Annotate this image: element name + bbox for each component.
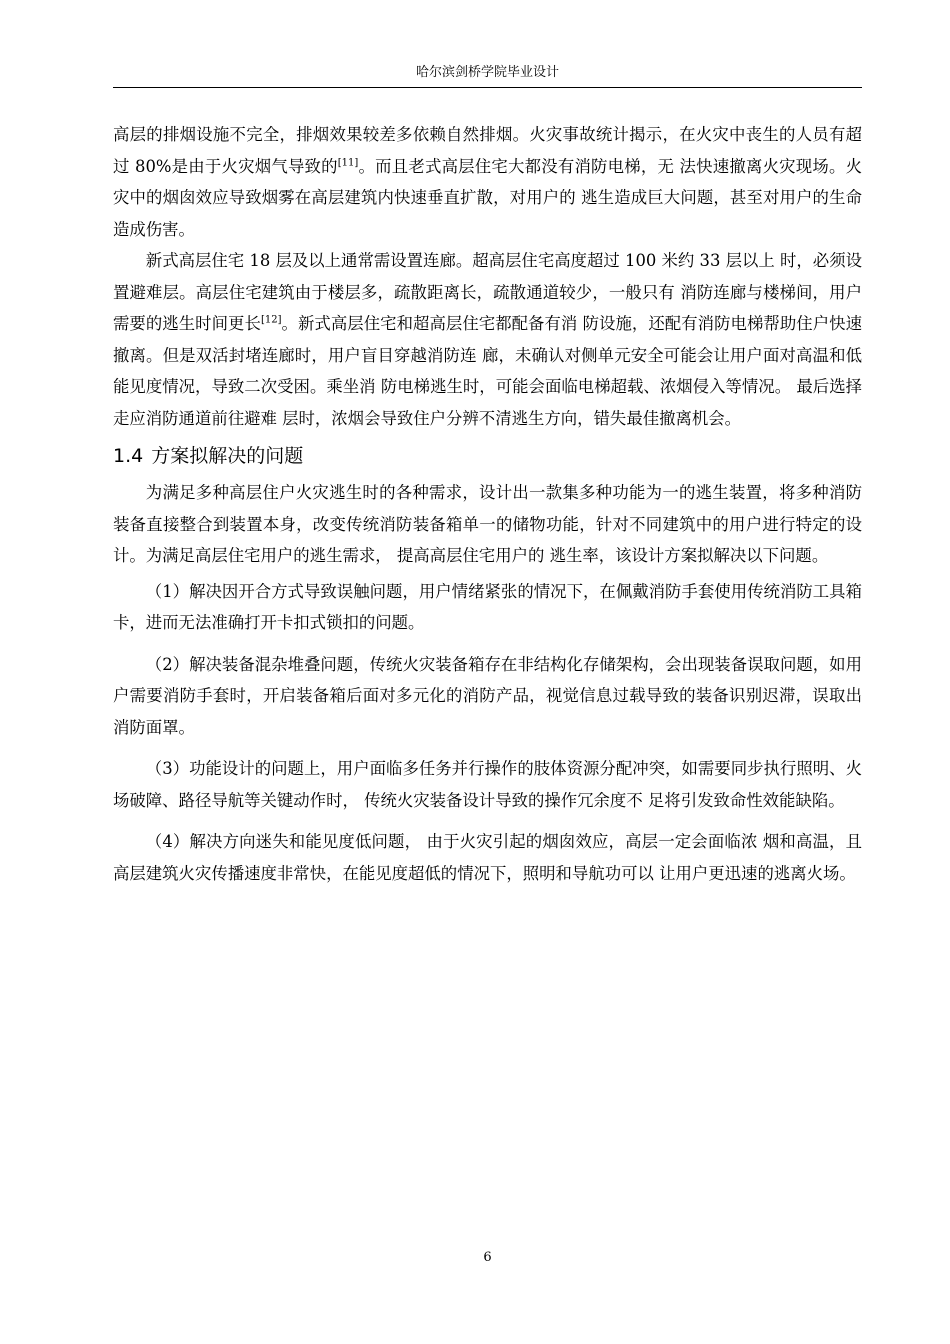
citation-ref: [12] bbox=[260, 314, 282, 326]
section-heading bbox=[113, 437, 862, 475]
paragraph-intro: 为满足多种高层住户火灾逃生时的各种需求，设计出一款集多种功能为一的逃生装置，将多种消防装备直接整合到装置本身，改变传统消防装备箱单一的储物功能，针对不同建筑中的用户进行特定的设计。为满足高层住宅用户的逃生需求， 提高高层住宅用户的 逃生率，该设计方案拟解决以下问题。 bbox=[113, 483, 862, 565]
paragraph-smoke-exhaust bbox=[113, 119, 862, 245]
paragraph-text: 新式高层住宅 18 层及以上通常需设置连廊。超高层住宅高度超过 100 米约 33 层以上 时，必须设置避难层。高层住宅建筑由于楼层多，疏散距离长，疏散通道较少，一般只有 消防连廊与楼梯间，用户需要的逃生时间更长 bbox=[113, 251, 862, 333]
paragraph-text: 。而且老式高层住宅大都没有消防电梯，无 法快速撤离火灾现场。火灾中的烟囱效应导致烟雾在高层建筑内快速垂直扩散，对用户的 逃生造成巨大问题，甚至对用户的生命造成伤害。 bbox=[113, 156, 862, 239]
list-item-2: （2）解决装备混杂堆叠问题，传统火灾装备箱存在非结构化存储架构，会出现装备误取问题，如用户需要消防手套时，开启装备箱后面对多元化的消防产品，视觉信息过载导致的装备识别迟滞，误取出消防面罩。 bbox=[113, 654, 862, 737]
page-number: 6 bbox=[483, 1250, 492, 1265]
list-item-4: （4）解决方向迷失和能见度低问题， 由于火灾引起的烟囱效应，高层一定会面临浓 烟和高温，且高层建筑火灾传播速度非常快，在能见度超低的情况下，照明和导航功可以 让用户更迅速的逃离火场。 bbox=[113, 832, 862, 883]
paragraph-text: 高层的排烟设施不完全，排烟效果较差多依赖自然排烟。火灾事故统计揭示，在火灾中丧生的人员有超过 80%是由于火灾烟气导致的 bbox=[113, 125, 862, 176]
paragraph-new-highrise bbox=[113, 245, 862, 434]
section-title: 方案拟解决的问题 bbox=[151, 445, 304, 467]
list-item-1: （1）解决因开合方式导致误触问题，用户情绪紧张的情况下，在佩戴消防手套使用传统消防工具箱卡，进而无法准确打开卡扣式锁扣的问题。 bbox=[113, 581, 862, 632]
section-number: 1.4 bbox=[113, 445, 144, 467]
citation-ref: [11] bbox=[337, 157, 359, 169]
paragraph-text: 。新式高层住宅和超高层住宅都配备有消 防设施，还配有消防电梯帮助住户快速撤离。但是双活封堵连廊时，用户盲目穿越消防连 廊，未确认对侧单元安全可能会让用户面对高温和低能见度情况，导致二次受困。乘坐消 防电梯逃生时，可能会面临电梯超载、浓烟侵入等情况。 最后选择走应消防通道前往避难 层时，浓烟会导致住户分辨不清逃生方向，错失最佳撤离机会。 bbox=[113, 314, 862, 428]
header-divider bbox=[113, 87, 862, 88]
document-body bbox=[113, 119, 862, 889]
page-header: 哈尔滨剑桥学院毕业设计 bbox=[415, 65, 559, 80]
list-item-3: （3）功能设计的问题上，用户面临多任务并行操作的肢体资源分配冲突，如需要同步执行照明、火场破障、路径导航等关键动作时， 传统火灾装备设计导致的操作冗余度不 足将引发致命性效能缺陷。 bbox=[113, 759, 862, 810]
